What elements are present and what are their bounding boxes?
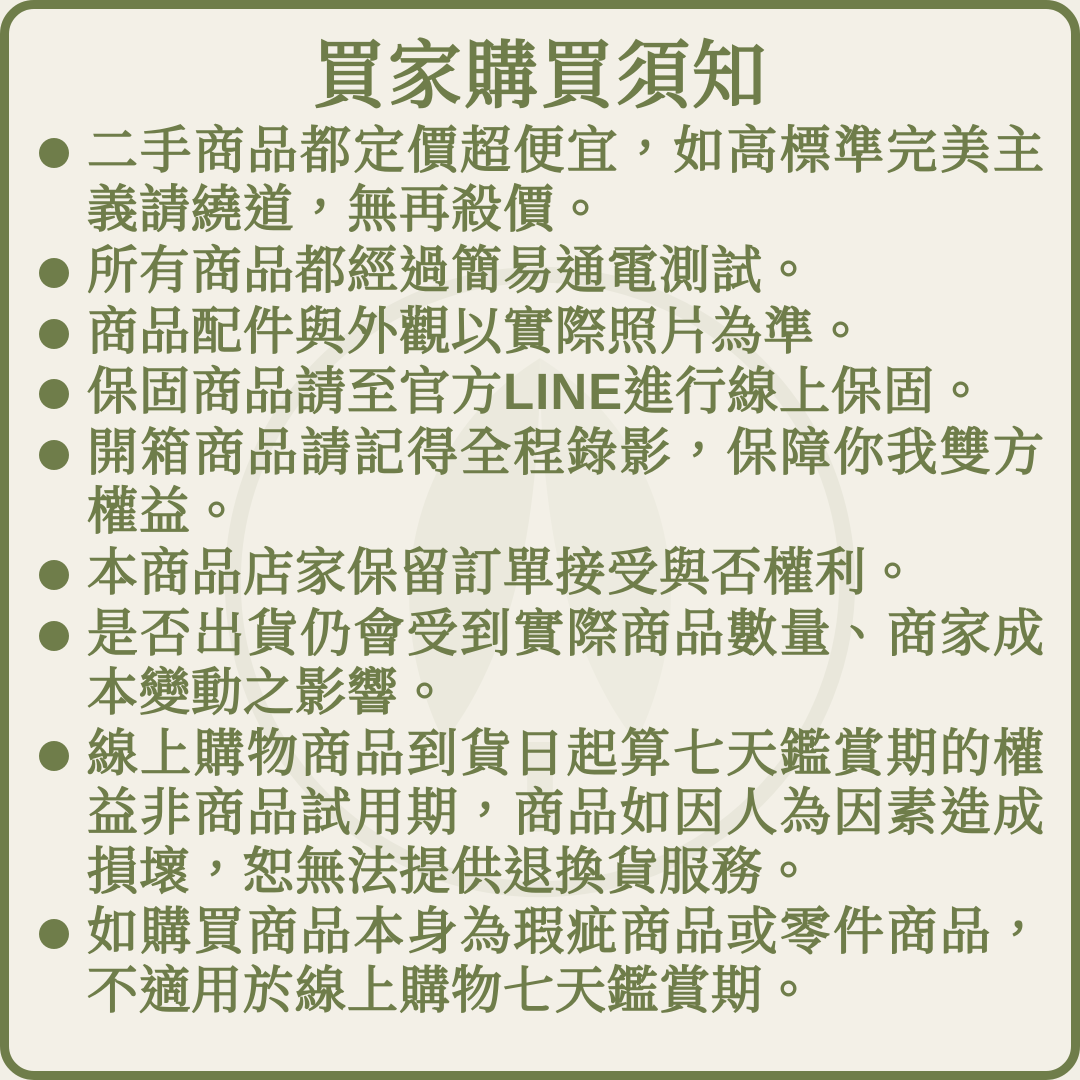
bullet-icon <box>39 919 69 949</box>
page-title: 買家購買須知 <box>312 34 768 117</box>
list-item-text: 商品配件與外觀以實際照片為準。 <box>87 302 868 360</box>
list-item-text: 保固商品請至官方LINE進行線上保固。 <box>87 363 988 421</box>
list-item-text: 本商品店家保留訂單接受與否權利。 <box>87 544 920 602</box>
list-item-text: 開箱商品請記得全程錄影，保障你我雙方權益。 <box>87 424 1045 541</box>
list-item-text: 線上購物商品到貨日起算七天鑑賞期的權益非商品試用期，商品如因人為因素造成損壞，恕無法提供退換貨服務。 <box>87 724 1045 900</box>
list-item <box>35 903 1045 1021</box>
list-item-text: 二手商品都定價超便宜，如高標準完美主義請繞道，無再殺價。 <box>87 121 1045 238</box>
bullet-icon <box>39 258 69 288</box>
bullet-icon <box>39 379 69 409</box>
list-item-text: 所有商品都經過簡易通電測試。 <box>87 241 816 299</box>
bullet-icon <box>39 319 69 349</box>
list-item-text: 是否出貨仍會受到實際商品數量、商家成本變動之影響。 <box>87 605 1045 721</box>
bullet-icon <box>39 560 69 590</box>
list-item-text: 如購買商品本身為瑕疵商品或零件商品，不適用於線上購物七天鑑賞期。 <box>87 903 1045 1020</box>
list-item <box>35 242 1045 301</box>
list-item <box>35 363 1045 422</box>
notice-content <box>9 9 1071 1021</box>
list-item <box>35 544 1045 603</box>
bullet-icon <box>39 440 69 470</box>
bullet-icon <box>39 621 69 651</box>
list-item <box>35 122 1045 240</box>
bullet-icon <box>39 741 69 771</box>
list-item <box>35 303 1045 362</box>
notice-list <box>35 122 1045 1021</box>
list-item <box>35 605 1045 723</box>
list-item <box>35 424 1045 542</box>
bullet-icon <box>39 138 69 168</box>
list-item <box>35 725 1045 902</box>
